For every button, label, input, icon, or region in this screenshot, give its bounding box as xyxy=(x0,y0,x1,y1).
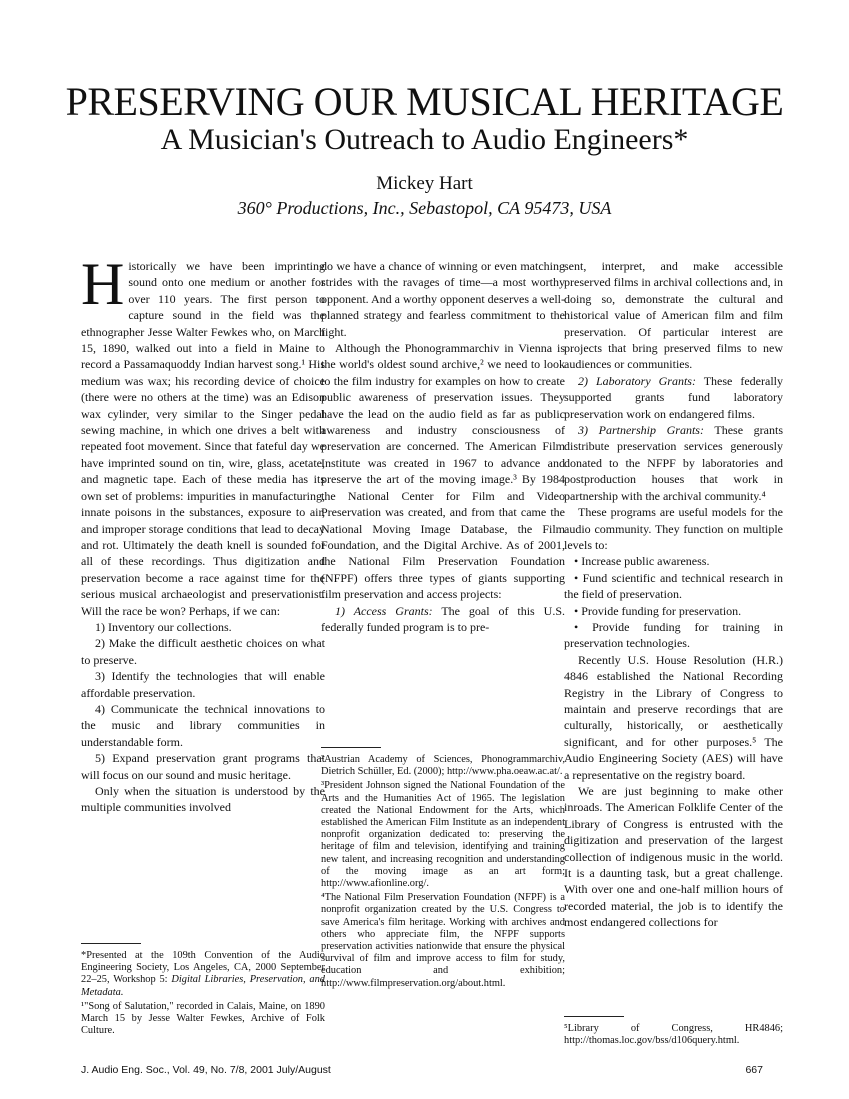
author-affiliation: 360° Productions, Inc., Sebastopol, CA 95473, USA xyxy=(237,198,612,218)
bullet-list xyxy=(564,553,783,651)
column-1 xyxy=(81,251,325,816)
body-paragraph: do we have a chance of winning or even matching strides with the ravages of time—a most worthy opponent. And a worthy opponent deserves a well-planned strategy and fearless commitment to the fight. xyxy=(321,259,565,339)
footnote-divider xyxy=(321,747,381,748)
body-paragraph: Although the Phonogrammarchiv in Vienna is the world's oldest sound archive,² we need to look to the film industry for examples on how to create public awareness of preservation issues. They have the lead on the audio field as far as public awareness and industry consciousness of preservation are concerned. The American Film Institute was created in 1967 to advance and preserve the art of the moving image.³ By 1984 the National Center for Film and Video Preservation was created, and from that came the National Moving Image Database, the Film Foundation, and the Digital Archive. As of 2001, the National Film Preservation Foundation (NFPF) offers three types of giants supporting film preservation and access projects: xyxy=(321,341,565,602)
footnotes-column-2 xyxy=(321,739,565,992)
list-item: • Increase public awareness. xyxy=(574,554,710,569)
column-2 xyxy=(321,258,565,635)
drop-cap: H xyxy=(81,251,125,317)
article-subtitle: A Musician's Outreach to Audio Engineers* xyxy=(160,123,689,156)
body-paragraph: 2) Laboratory Grants: These federally supported grants fund laboratory preservation work on endangered films. xyxy=(564,373,783,421)
footnote-divider xyxy=(564,1016,624,1017)
footnote-4: ⁴The National Film Preservation Foundation (NFPF) is a nonprofit organization created by the U.S. Congress to save America's film heritage. Working with archives and others who appreciate film, the NFPF supports preservation activities nationwide that ensure the physical survival of film and improve access to film for study, education and exhibition; http://www.filmpreservation.org/about.html. xyxy=(321,892,565,989)
body-paragraph: 1) Access Grants: The goal of this U.S. federally funded program is to pre- xyxy=(321,603,565,634)
column-3 xyxy=(564,258,783,931)
list-item: 1) Inventory our collections. xyxy=(95,619,232,634)
list-item: 3) Identify the technologies that will enable affordable preservation. xyxy=(81,669,325,700)
list-item: 2) Make the difficult aesthetic choices on what to preserve. xyxy=(81,636,325,667)
footnote-star: *Presented at the 109th Convention of the Audio Engineering Society, Los Angeles, CA, 2000 September 22–25, Workshop 5: Digital Libraries, Preservation, and Metadata. xyxy=(81,950,325,998)
page-number: 667 xyxy=(745,1064,763,1076)
list-item: 4) Communicate the technical innovations to the music and library communities in understandable form. xyxy=(81,701,325,749)
footnotes-column-3 xyxy=(564,1008,783,1049)
footnote-divider xyxy=(81,943,141,944)
list-item: • Fund scientific and technical research in the field of preservation. xyxy=(564,570,783,602)
body-paragraph: Recently U.S. House Resolution (H.R.) 4846 established the National Recording Registry in the Library of Congress to maintain and preserve recordings that are culturally, historically, or aesthetically significant, and for other purposes.⁵ The Audio Engineering Society (AES) will have a representative on the registry board. xyxy=(564,652,783,782)
body-paragraph: 3) Partnership Grants: These grants distribute preservation services generously donated to the NFPF by laboratories and postproduction houses that work in partnership with the archival community.⁴ xyxy=(564,423,783,503)
intro-text: istorically we have been imprinting sound onto one medium or another for over 110 years. The first person to capture sound in the field was the ethnographer Jesse Walter Fewkes who, on March 15, 1890, walked out into a field in Maine to record a Passamaquoddy Indian harvest song.¹ His medium was wax; his recording device of choice (there were no others at the time) was an Edison wax cylinder, very similar to the Singer pedal sewing machine, in which one drives a belt with repeated foot movement. Since that fateful day we have imprinted sound on tin, wire, glass, acetate, and magnetic tape. Each of these media has its own set of problems: impurities in manufacturing, innate poisons in the substances, exposure to air, and improper storage conditions that lead to decay and rot. Ultimately the death knell is sounded for all of these recordings. Thus digitization and preservation become a race against time for the serious musical archaeologist and preservationist. Will the race be won? Perhaps, if we can: xyxy=(81,259,325,618)
list-item: • Provide funding for training in preservation technologies. xyxy=(564,619,783,651)
footnote-1: ¹"Song of Salutation," recorded in Calais, Maine, on 1890 March 15 by Jesse Walter Fewkes, Archive of Folk Culture. xyxy=(81,1000,325,1037)
journal-citation: J. Audio Eng. Soc., Vol. 49, No. 7/8, 2001 July/August xyxy=(81,1064,331,1076)
article-title: PRESERVING OUR MUSICAL HERITAGE xyxy=(65,79,784,124)
footnote-3: ³President Johnson signed the National Foundation of the Arts and the Humanities Act of 1965. The legislation created the National Endowment for the Arts, which established the American Film Institute as an independent nonprofit organization dedicated to: preserving the heritage of film and television, identifying and training new talent, and increasing recognition and understanding of the moving image as an art form; http://www.afionline.org/. xyxy=(321,780,565,890)
author-name: Mickey Hart xyxy=(376,173,473,194)
body-paragraph: Only when the situation is understood by the multiple communities involved xyxy=(81,784,325,815)
footnotes-column-1 xyxy=(81,935,325,1039)
footnote-2: ²Austrian Academy of Sciences, Phonogrammarchiv, Dietrich Schüller, Ed. (2000); http://www.pha.oeaw.ac.at/. xyxy=(321,754,565,778)
intro-paragraph xyxy=(81,251,325,619)
body-paragraph: These programs are useful models for the audio community. They function on multiple levels to: xyxy=(564,505,783,552)
list-item: • Provide funding for preservation. xyxy=(574,603,742,618)
list-item: 5) Expand preservation grant programs that will focus on our sound and music heritage. xyxy=(81,751,325,782)
body-paragraph: We are just beginning to make other inroads. The American Folklife Center of the Library of Congress is entrusted with the digitization and preservation of the largest collection of indigenous music in the world. It is a daunting task, but a great challenge. With over one and one-half million hours of recorded material, the job is to identify the most endangered collections for xyxy=(564,784,783,930)
body-paragraph: sent, interpret, and make accessible preserved films in archival collections and, in doing so, demonstrate the cultural and historical value of American film and film preservation. Of particular interest are projects that bring preserved films to new audiences or communities. xyxy=(564,259,783,372)
footnote-5: ⁵Library of Congress, HR4846; http://thomas.loc.gov/bss/d106query.html. xyxy=(564,1023,783,1047)
